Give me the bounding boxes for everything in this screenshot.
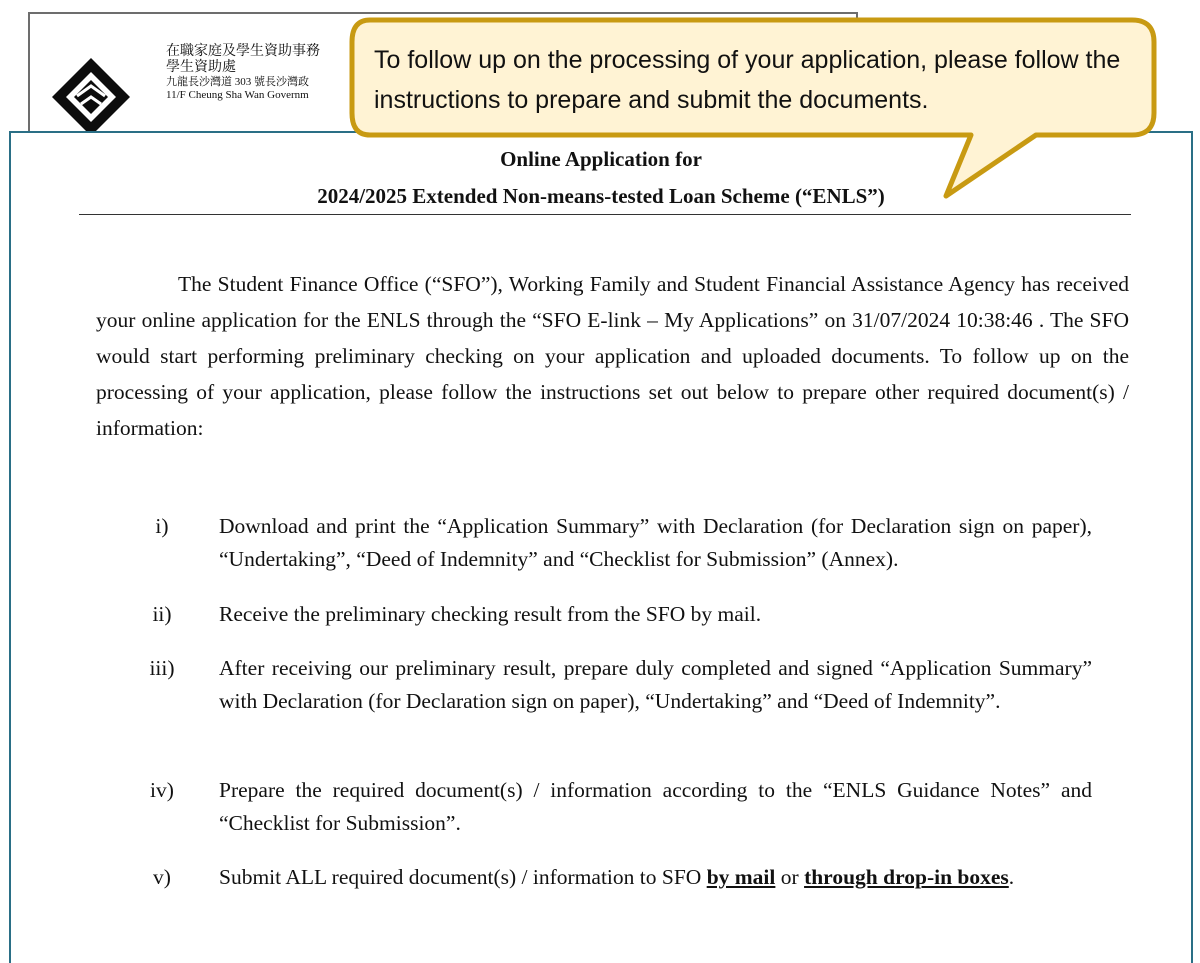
list-item-text-start: Submit ALL required document(s) / information to SFO bbox=[219, 865, 702, 889]
list-item-text bbox=[219, 861, 1092, 894]
list-item-number: v) bbox=[153, 865, 171, 889]
drop-in-boxes-emphasis: through drop-in boxes bbox=[804, 865, 1009, 889]
list-item-number: iii) bbox=[149, 656, 175, 680]
list-item-number: i) bbox=[155, 514, 169, 538]
org-name-chinese: 在職家庭及學生資助事務 bbox=[166, 44, 320, 59]
callout-text: To follow up on the processing of your application, please follow the instructions to prepare and submit the documents. bbox=[374, 46, 1121, 114]
address-english: 11/F Cheung Sha Wan Governm bbox=[166, 88, 309, 101]
list-item-text: Receive the preliminary checking result from the SFO by mail. bbox=[219, 602, 762, 626]
office-name-chinese: 學生資助處 bbox=[166, 60, 236, 76]
by-mail-emphasis: by mail bbox=[706, 865, 776, 889]
list-item-text: After receiving our preliminary result, prepare duly completed and signed “Application Summary” with Declaration (for Declaration sign on paper), “Undertaking” and “Deed of Indemnity”. bbox=[219, 656, 1092, 713]
list-item-text: Download and print the “Application Summary” with Declaration (for Declaration sign on paper), “Undertaking”, “Deed of Indemnity” and “Checklist for Submission” (Annex). bbox=[219, 514, 1092, 571]
list-item-text: Prepare the required document(s) / information according to the “ENLS Guidance Notes” and “Checklist for Submission”. bbox=[219, 778, 1092, 835]
address-chinese: 九龍長沙灣道 303 號長沙灣政 bbox=[166, 76, 309, 89]
letterhead-org bbox=[166, 44, 320, 101]
document-title-line1: Online Application for bbox=[500, 147, 702, 171]
list-item-number: iv) bbox=[150, 778, 174, 802]
list-item-text-mid: or bbox=[780, 865, 799, 889]
list-item-number: ii) bbox=[152, 602, 172, 626]
intro-paragraph: The Student Finance Office (“SFO”), Working Family and Student Financial Assistance Agency has received your online application for the ENLS through the “SFO E-link – My Applications” on 31/07/2024 10:38:46 . The SFO would start performing preliminary checking on your application and uploaded documents. To follow up on the processing of your application, please follow the instructions set out below to prepare other required document(s) / information: bbox=[96, 272, 1129, 440]
document-title-line2: 2024/2025 Extended Non-means-tested Loan Scheme (“ENLS”) bbox=[317, 184, 885, 208]
agency-logo-icon bbox=[50, 56, 132, 138]
list-item-text-end: . bbox=[1008, 865, 1015, 889]
title-divider bbox=[79, 214, 1131, 215]
